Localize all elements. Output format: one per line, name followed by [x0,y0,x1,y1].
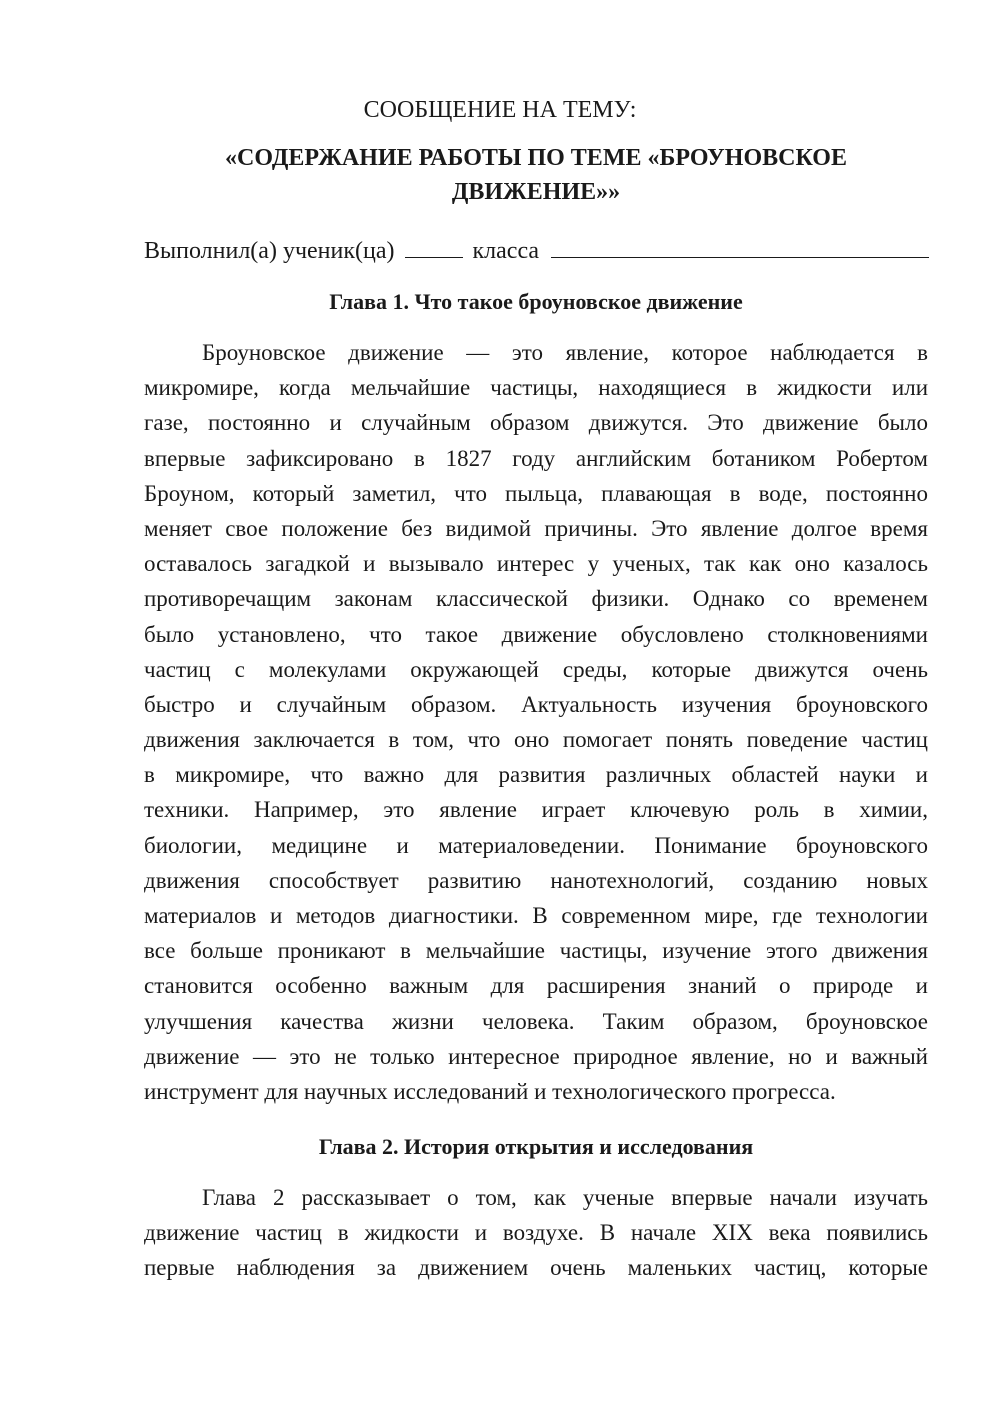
paragraph-line: оставалось загадкой и вызывало интерес у ученых, так как оно казалось [144,551,928,577]
paragraph-line: Глава 2 рассказывает о том, как ученые впервые начали изучать [202,1185,928,1210]
paragraph-line: движения способствует развитию нанотехнологий, созданию новых [144,867,928,893]
paragraph-line: впервые зафиксировано в 1827 году английским ботаником Робертом [144,445,928,471]
paragraph-line: инструмент для научных исследований и технологического прогресса. [144,1078,836,1104]
paragraph-line: материалов и методов диагностики. В современном мире, где технологии [144,903,928,928]
paragraph-line: движения заключается в том, что оно помогает понять поведение частиц [144,727,928,753]
paragraph-line: было установлено, что такое движение обусловлено столкновениями [144,621,928,647]
paragraph-line: становится особенно важным для расширения знаний о природе и [144,973,928,999]
paragraph-line: Броуновское движение — это явление, которое наблюдается в [202,340,928,365]
paragraph-line: все больше проникают в мельчайшие частицы, изучение этого движения [144,938,928,964]
paragraph-line: движение частиц в жидкости и воздухе. В начале XIX века появились [144,1220,928,1246]
paragraph-line: улучшения качества жизни человека. Таким образом, броуновское [144,1008,928,1034]
paragraph-line: частиц с молекулами окружающей среды, которые движутся очень [144,656,928,682]
author-prefix: Выполнил(а) ученик(ца) [144,238,395,264]
paragraph-line: противоречащим законам классической физики. Однако со временем [144,586,928,612]
document-subtitle: СООБЩЕНИЕ НА ТЕМУ: [363,97,637,123]
student-name-blank [551,231,929,258]
document-title-line-2: ДВИЖЕНИЕ»» [451,179,621,205]
author-class-label: класса [472,238,540,264]
author-line [144,231,929,269]
chapter-1-body [144,335,928,1109]
paragraph-line: меняет свое положение без видимой причины. Это явление долгое время [144,515,928,541]
class-number-blank [405,231,463,258]
chapter-2-heading: Глава 2. История открытия и исследования [318,1134,754,1159]
paragraph-line: биологии, медицине и материаловедении. Понимание броуновского [144,832,928,858]
paragraph-line: первые наблюдения за движением очень маленьких частиц, которые [144,1255,928,1281]
paragraph-line: в микромире, что важно для развития различных областей науки и [144,762,928,788]
document-title-line-1: «СОДЕРЖАНИЕ РАБОТЫ ПО ТЕМЕ «БРОУНОВСКОЕ [225,145,847,171]
paragraph-line: газе, постоянно и случайным образом движутся. Это движение было [144,410,928,436]
paragraph-line: микромире, когда мельчайшие частицы, находящиеся в жидкости или [144,375,928,401]
chapter-1-heading: Глава 1. Что такое броуновское движение [329,289,743,314]
chapter-2-body [144,1180,928,1286]
paragraph-line: Броуном, который заметил, что пыльца, плавающая в воде, постоянно [144,480,928,506]
paragraph-line: движение — это не только интересное природное явление, но и важный [144,1043,928,1069]
paragraph-line: техники. Например, это явление играет ключевую роль в химии, [144,797,928,823]
paragraph-line: быстро и случайным образом. Актуальность изучения броуновского [144,691,928,717]
